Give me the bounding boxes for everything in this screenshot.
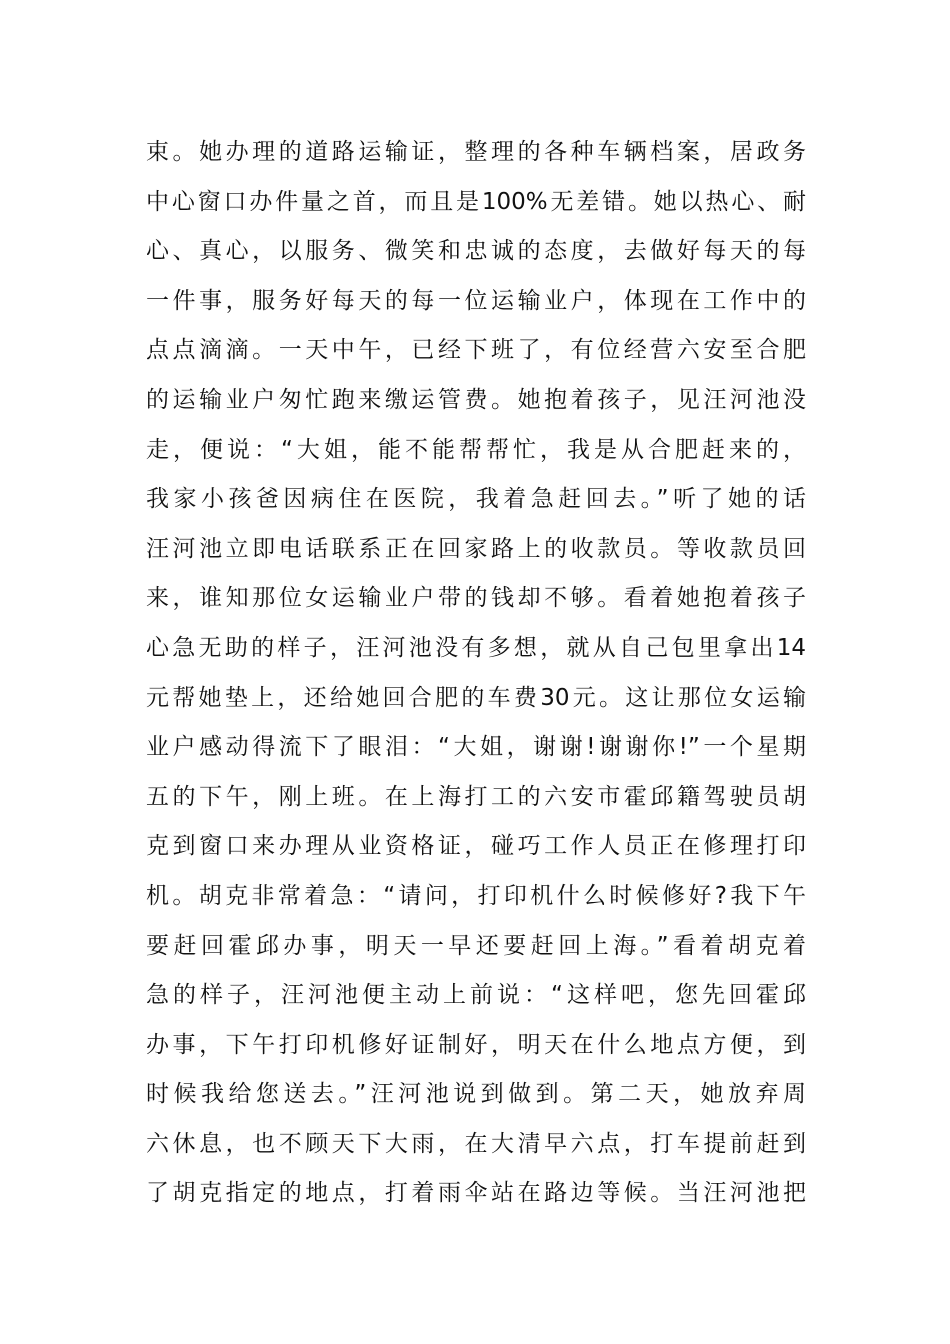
text-line-12: 元帮她垫上，还给她回合肥的车费30元。这让那位女运输 — [146, 684, 806, 711]
body-text — [146, 128, 806, 1219]
text-line-4: 一件事，服务好每天的每一位运输业户，体现在工作中的 — [146, 287, 806, 314]
text-line-10: 来，谁知那位女运输业户带的钱却不够。看着她抱着孩子 — [146, 585, 806, 612]
text-line-16: 机。胡克非常着急：“请问，打印机什么时候修好?我下午 — [146, 882, 806, 909]
text-line-20: 时候我给您送去。”汪河池说到做到。第二天，她放弃周 — [146, 1081, 806, 1108]
text-line-1: 束。她办理的道路运输证，整理的各种车辆档案，居政务 — [146, 139, 806, 165]
text-line-11: 心急无助的样子，汪河池没有多想，就从自己包里拿出14 — [146, 634, 806, 661]
text-line-9: 汪河池立即电话联系正在回家路上的收款员。等收款员回 — [146, 535, 806, 562]
text-line-17: 要赶回霍邱办事，明天一早还要赶回上海。”看着胡克着 — [146, 932, 806, 959]
text-line-19: 办事，下午打印机修好证制好，明天在什么地点方便，到 — [146, 1031, 806, 1058]
text-line-21: 六休息，也不顾天下大雨，在大清早六点，打车提前赶到 — [146, 1130, 806, 1157]
text-line-6: 的运输业户匆忙跑来缴运管费。她抱着孩子，见汪河池没 — [146, 386, 806, 413]
text-line-2: 中心窗口办件量之首，而且是100%无差错。她以热心、耐 — [146, 188, 806, 215]
text-line-3: 心、真心，以服务、微笑和忠诚的态度，去做好每天的每 — [146, 238, 806, 265]
text-line-15: 克到窗口来办理从业资格证，碰巧工作人员正在修理打印 — [146, 833, 806, 860]
text-line-18: 急的样子，汪河池便主动上前说：“这样吧，您先回霍邱 — [146, 982, 806, 1009]
text-line-13: 业户感动得流下了眼泪：“大姐，谢谢!谢谢你!”一个星期 — [146, 734, 806, 761]
text-line-14: 五的下午，刚上班。在上海打工的六安市霍邱籍驾驶员胡 — [146, 783, 806, 810]
text-line-7: 走，便说：“大姐，能不能帮帮忙，我是从合肥赶来的， — [146, 436, 806, 463]
text-line-22: 了胡克指定的地点，打着雨伞站在路边等候。当汪河池把 — [146, 1180, 806, 1207]
text-line-5: 点点滴滴。一天中午，已经下班了，有位经营六安至合肥 — [146, 337, 806, 364]
text-line-8: 我家小孩爸因病住在医院，我着急赶回去。”听了她的话 — [146, 486, 806, 513]
